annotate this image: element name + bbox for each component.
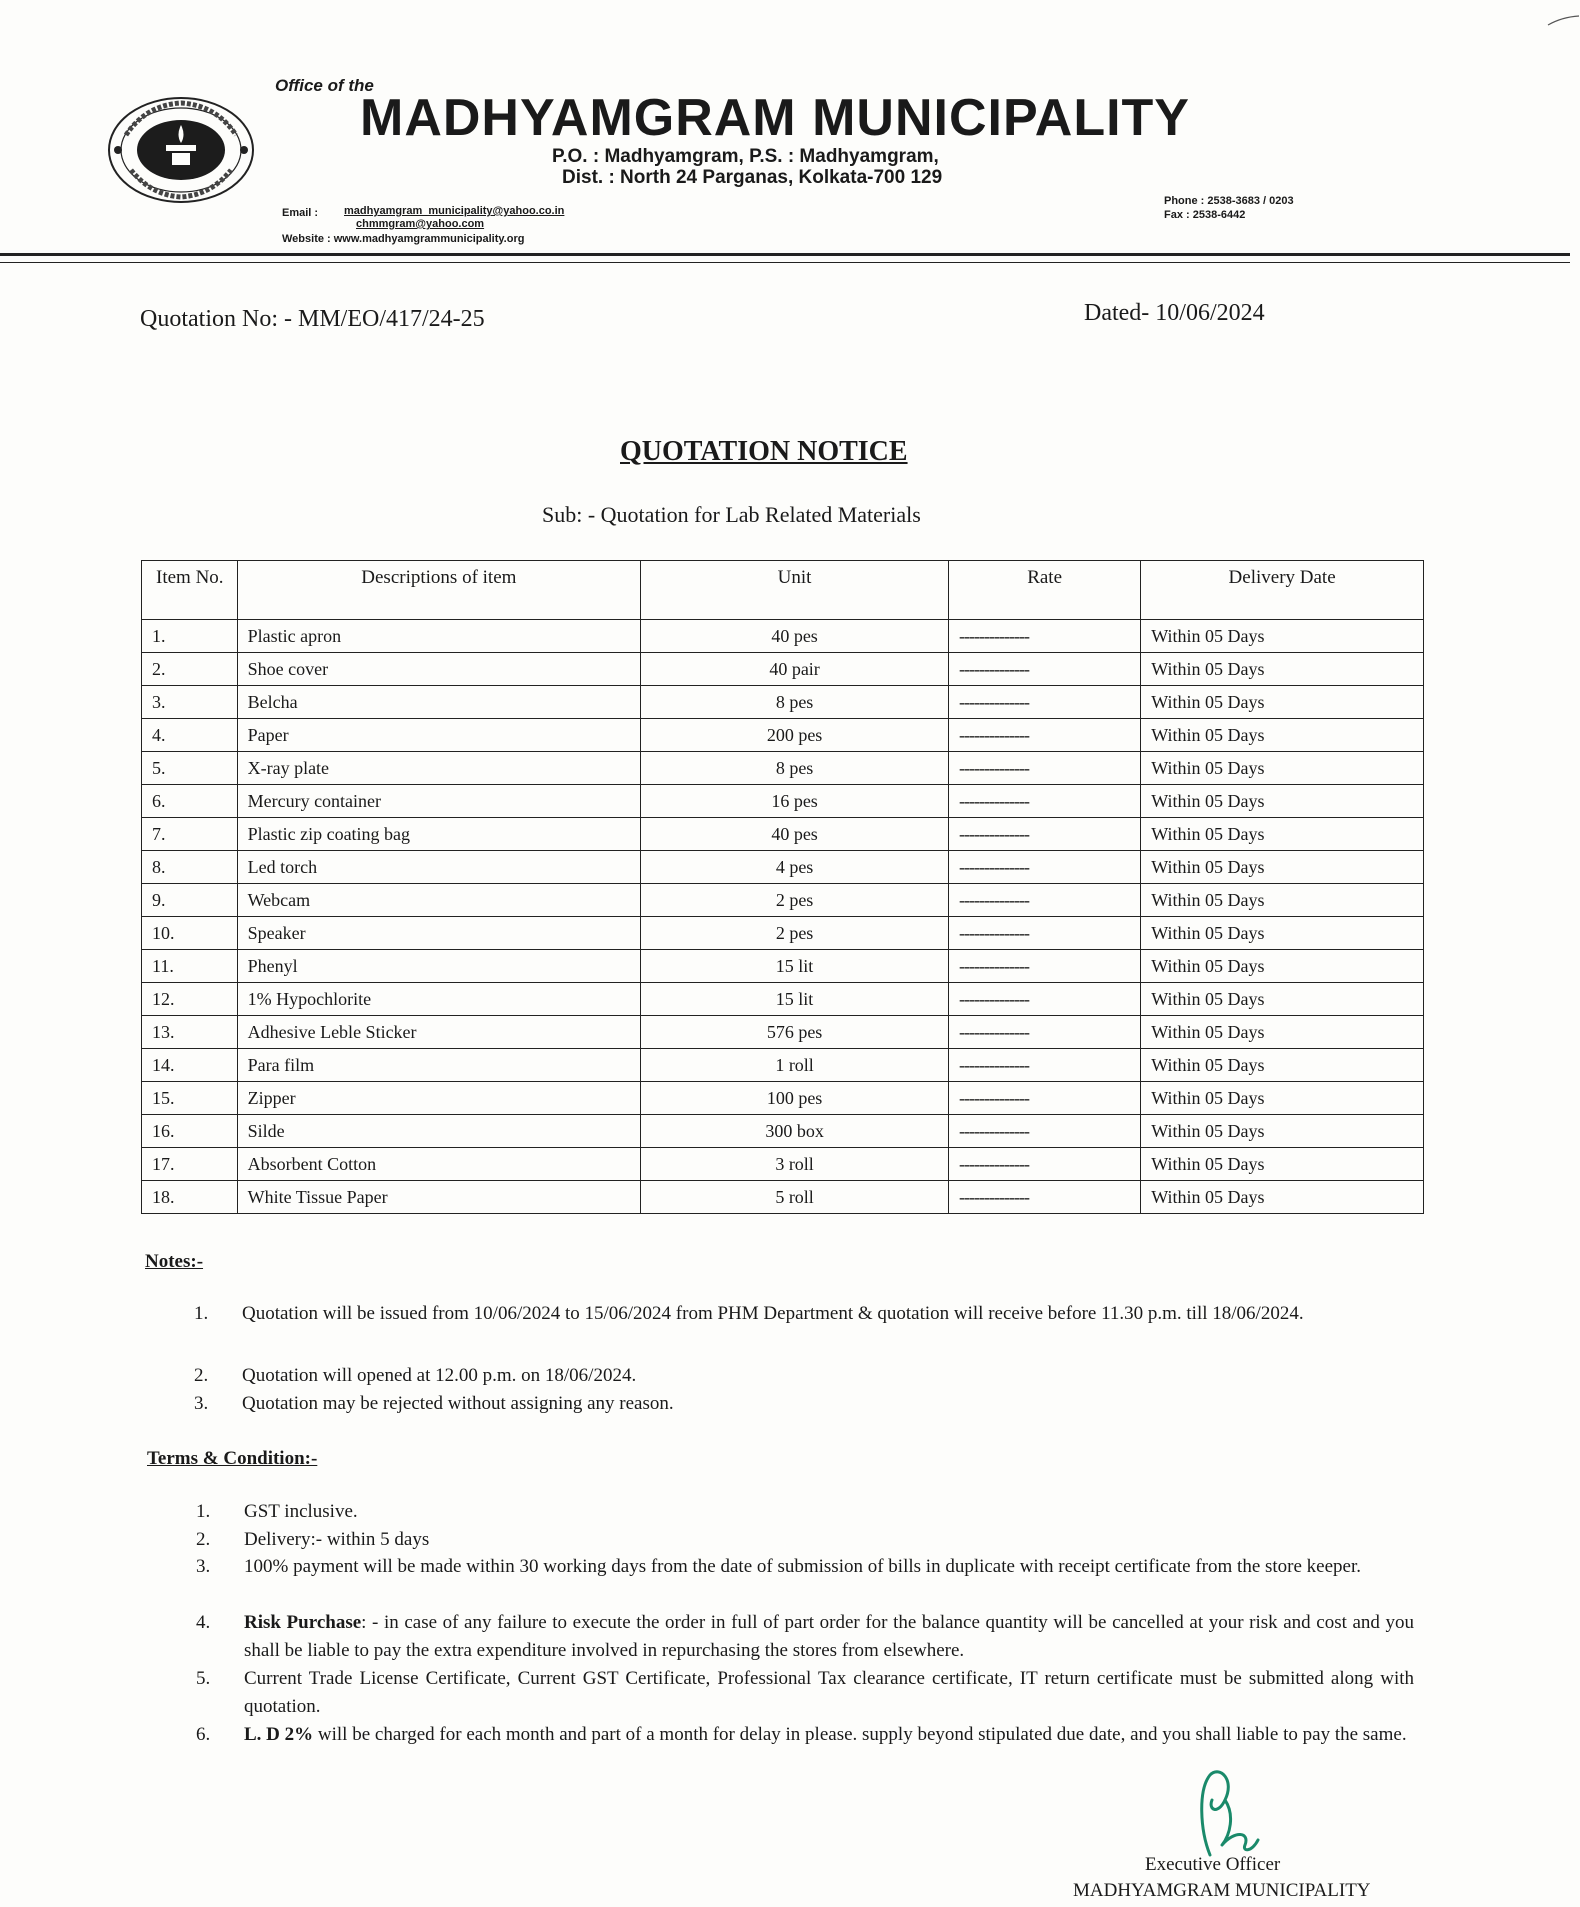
list-item-body: will be charged for each month and part of a month for delay in please. supply beyond stipulated due date, and you shall liable to pay the same.	[313, 1724, 1407, 1745]
table-row	[142, 752, 1424, 785]
cell-item-no: 2.	[142, 653, 238, 686]
cell-item-no: 10.	[142, 917, 238, 950]
page-title: QUOTATION NOTICE	[620, 436, 908, 467]
cell-item-no: 1.	[142, 620, 238, 653]
cell-rate: --------------	[949, 752, 1141, 785]
list-item-number: 3.	[194, 1393, 209, 1414]
cell-rate: --------------	[949, 1049, 1141, 1082]
cell-rate: --------------	[949, 851, 1141, 884]
cell-rate: --------------	[949, 950, 1141, 983]
cell-item-no: 9.	[142, 884, 238, 917]
list-item-text: Quotation may be rejected without assigning any reason.	[242, 1393, 674, 1414]
table-row	[142, 1181, 1424, 1214]
header-item-no: Item No.	[142, 561, 238, 620]
cell-description: Webcam	[237, 884, 641, 917]
table-row	[142, 653, 1424, 686]
cell-unit: 40 pes	[641, 620, 949, 653]
cell-rate: --------------	[949, 653, 1141, 686]
list-item-bold-label: L. D 2%	[244, 1724, 314, 1745]
quotation-date: Dated- 10/06/2024	[1084, 300, 1265, 326]
cell-unit: 15 lit	[641, 950, 949, 983]
items-table	[141, 560, 1424, 1214]
cell-item-no: 12.	[142, 983, 238, 1016]
cell-description: Paper	[237, 719, 641, 752]
table-row	[142, 818, 1424, 851]
cell-rate: --------------	[949, 1181, 1141, 1214]
cell-delivery-date: Within 05 Days	[1141, 1148, 1424, 1181]
cell-description: Belcha	[237, 686, 641, 719]
cell-delivery-date: Within 05 Days	[1141, 884, 1424, 917]
table-row	[142, 1082, 1424, 1115]
cell-delivery-date: Within 05 Days	[1141, 983, 1424, 1016]
list-item-number: 5.	[196, 1668, 211, 1689]
cell-description: Plastic apron	[237, 620, 641, 653]
cell-item-no: 3.	[142, 686, 238, 719]
list-item-number: 1.	[196, 1501, 211, 1522]
cell-item-no: 11.	[142, 950, 238, 983]
cell-delivery-date: Within 05 Days	[1141, 653, 1424, 686]
list-item-text	[244, 1609, 1414, 1665]
cell-delivery-date: Within 05 Days	[1141, 785, 1424, 818]
cell-item-no: 5.	[142, 752, 238, 785]
cell-delivery-date: Within 05 Days	[1141, 851, 1424, 884]
header-rate: Rate	[949, 561, 1141, 620]
cell-item-no: 18.	[142, 1181, 238, 1214]
cell-item-no: 6.	[142, 785, 238, 818]
cell-delivery-date: Within 05 Days	[1141, 917, 1424, 950]
cell-description: Led torch	[237, 851, 641, 884]
cell-unit: 300 box	[641, 1115, 949, 1148]
cell-unit: 15 lit	[641, 983, 949, 1016]
list-item-text: Quotation will be issued from 10/06/2024 to 15/06/2024 from PHM Department & quotation will receive before 11.30 p.m. till 18/06/2024.	[242, 1303, 1304, 1324]
cell-description: 1% Hypochlorite	[237, 983, 641, 1016]
list-item-text: Delivery:- within 5 days	[244, 1529, 430, 1550]
cell-delivery-date: Within 05 Days	[1141, 686, 1424, 719]
list-item-number: 6.	[196, 1724, 211, 1745]
list-item-number: 1.	[194, 1303, 209, 1324]
cell-description: White Tissue Paper	[237, 1181, 641, 1214]
cell-unit: 576 pes	[641, 1016, 949, 1049]
municipality-name: MADHYAMGRAM MUNICIPALITY	[360, 89, 1190, 147]
cell-unit: 100 pes	[641, 1082, 949, 1115]
cell-description: Plastic zip coating bag	[237, 818, 641, 851]
cell-item-no: 15.	[142, 1082, 238, 1115]
corner-scan-mark	[1546, 15, 1580, 27]
list-item-text: GST inclusive.	[244, 1501, 358, 1522]
cell-rate: --------------	[949, 1148, 1141, 1181]
cell-delivery-date: Within 05 Days	[1141, 752, 1424, 785]
cell-description: Absorbent Cotton	[237, 1148, 641, 1181]
list-item-text: 100% payment will be made within 30 working days from the date of submission of bills in duplicate with receipt certificate from the store keeper.	[244, 1556, 1362, 1577]
cell-delivery-date: Within 05 Days	[1141, 1016, 1424, 1049]
cell-item-no: 4.	[142, 719, 238, 752]
list-item-number: 2.	[196, 1529, 211, 1550]
cell-rate: --------------	[949, 884, 1141, 917]
cell-description: Mercury container	[237, 785, 641, 818]
header-description: Descriptions of item	[237, 561, 641, 620]
municipality-seal-icon	[106, 95, 256, 205]
cell-rate: --------------	[949, 719, 1141, 752]
table-row	[142, 983, 1424, 1016]
cell-description: Para film	[237, 1049, 641, 1082]
table-row	[142, 1115, 1424, 1148]
header-delivery-date: Delivery Date	[1141, 561, 1424, 620]
cell-unit: 2 pes	[641, 917, 949, 950]
cell-item-no: 13.	[142, 1016, 238, 1049]
cell-rate: --------------	[949, 620, 1141, 653]
cell-rate: --------------	[949, 983, 1141, 1016]
table-row	[142, 1148, 1424, 1181]
signatory-organization: MADHYAMGRAM MUNICIPALITY	[1073, 1880, 1371, 1901]
table-row	[142, 785, 1424, 818]
cell-delivery-date: Within 05 Days	[1141, 1181, 1424, 1214]
cell-rate: --------------	[949, 917, 1141, 950]
list-item-number: 2.	[194, 1365, 209, 1386]
cell-rate: --------------	[949, 1016, 1141, 1049]
cell-item-no: 8.	[142, 851, 238, 884]
table-header-row	[142, 561, 1424, 620]
cell-delivery-date: Within 05 Days	[1141, 719, 1424, 752]
list-item-bold-label: Risk Purchase	[244, 1612, 362, 1633]
cell-unit: 200 pes	[641, 719, 949, 752]
table-row	[142, 851, 1424, 884]
list-item-text	[244, 1721, 1414, 1749]
fax-number: Fax : 2538-6442	[1164, 209, 1246, 221]
cell-unit: 16 pes	[641, 785, 949, 818]
table-body	[142, 620, 1424, 1214]
cell-unit: 8 pes	[641, 752, 949, 785]
cell-description: Adhesive Leble Sticker	[237, 1016, 641, 1049]
list-item-text: Quotation will opened at 12.00 p.m. on 18/06/2024.	[242, 1365, 637, 1386]
office-of-label: Office of the	[275, 76, 374, 95]
cell-unit: 40 pair	[641, 653, 949, 686]
cell-item-no: 14.	[142, 1049, 238, 1082]
cell-unit: 1 roll	[641, 1049, 949, 1082]
table-row	[142, 1049, 1424, 1082]
cell-rate: --------------	[949, 818, 1141, 851]
cell-unit: 2 pes	[641, 884, 949, 917]
list-item-body: : - in case of any failure to execute the order in full of part order for the balance quantity will be cancelled at your risk and cost and you shall be liable to pay the extra expenditure involved in repurchasing the stores from elsewhere.	[244, 1612, 1414, 1661]
address-line-2: Dist. : North 24 Parganas, Kolkata-700 129	[562, 167, 943, 188]
terms-heading: Terms & Condition:-	[147, 1448, 318, 1469]
cell-description: Speaker	[237, 917, 641, 950]
cell-description: Shoe cover	[237, 653, 641, 686]
website-link[interactable]: Website : www.madhyamgrammunicipality.org	[282, 233, 525, 245]
cell-delivery-date: Within 05 Days	[1141, 950, 1424, 983]
cell-delivery-date: Within 05 Days	[1141, 1049, 1424, 1082]
cell-rate: --------------	[949, 686, 1141, 719]
subject-line: Sub: - Quotation for Lab Related Materials	[542, 502, 921, 527]
cell-delivery-date: Within 05 Days	[1141, 620, 1424, 653]
cell-item-no: 16.	[142, 1115, 238, 1148]
cell-description: X-ray plate	[237, 752, 641, 785]
table-row	[142, 719, 1424, 752]
cell-item-no: 7.	[142, 818, 238, 851]
list-item-number: 4.	[196, 1612, 211, 1633]
signatory-title: Executive Officer	[1145, 1854, 1281, 1875]
address-line-1: P.O. : Madhyamgram, P.S. : Madhyamgram,	[552, 146, 939, 167]
cell-delivery-date: Within 05 Days	[1141, 1082, 1424, 1115]
cell-rate: --------------	[949, 1115, 1141, 1148]
cell-item-no: 17.	[142, 1148, 238, 1181]
cell-unit: 3 roll	[641, 1148, 949, 1181]
notes-heading: Notes:-	[145, 1251, 204, 1272]
email-link-2[interactable]: chmmgram@yahoo.com	[356, 218, 485, 230]
letterhead-divider-thick	[0, 253, 1570, 256]
cell-rate: --------------	[949, 1082, 1141, 1115]
table-row	[142, 950, 1424, 983]
email-label: Email :	[282, 207, 319, 219]
cell-unit: 5 roll	[641, 1181, 949, 1214]
letterhead-divider-thin	[0, 262, 1570, 263]
cell-description: Zipper	[237, 1082, 641, 1115]
cell-unit: 8 pes	[641, 686, 949, 719]
cell-delivery-date: Within 05 Days	[1141, 1115, 1424, 1148]
cell-description: Silde	[237, 1115, 641, 1148]
table-row	[142, 620, 1424, 653]
header-unit: Unit	[641, 561, 949, 620]
list-item-number: 3.	[196, 1556, 211, 1577]
cell-unit: 40 pes	[641, 818, 949, 851]
table-row	[142, 1016, 1424, 1049]
quotation-number: Quotation No: - MM/EO/417/24-25	[140, 306, 485, 332]
table-row	[142, 884, 1424, 917]
table-row	[142, 686, 1424, 719]
cell-rate: --------------	[949, 785, 1141, 818]
phone-number: Phone : 2538-3683 / 0203	[1164, 195, 1294, 207]
table-row	[142, 917, 1424, 950]
cell-description: Phenyl	[237, 950, 641, 983]
cell-unit: 4 pes	[641, 851, 949, 884]
list-item-text: Current Trade License Certificate, Current GST Certificate, Professional Tax clearance certificate, IT return certificate must be submitted along with quotation.	[244, 1668, 1414, 1717]
email-link-1[interactable]: madhyamgram_municipality@yahoo.co.in	[344, 205, 565, 217]
cell-delivery-date: Within 05 Days	[1141, 818, 1424, 851]
